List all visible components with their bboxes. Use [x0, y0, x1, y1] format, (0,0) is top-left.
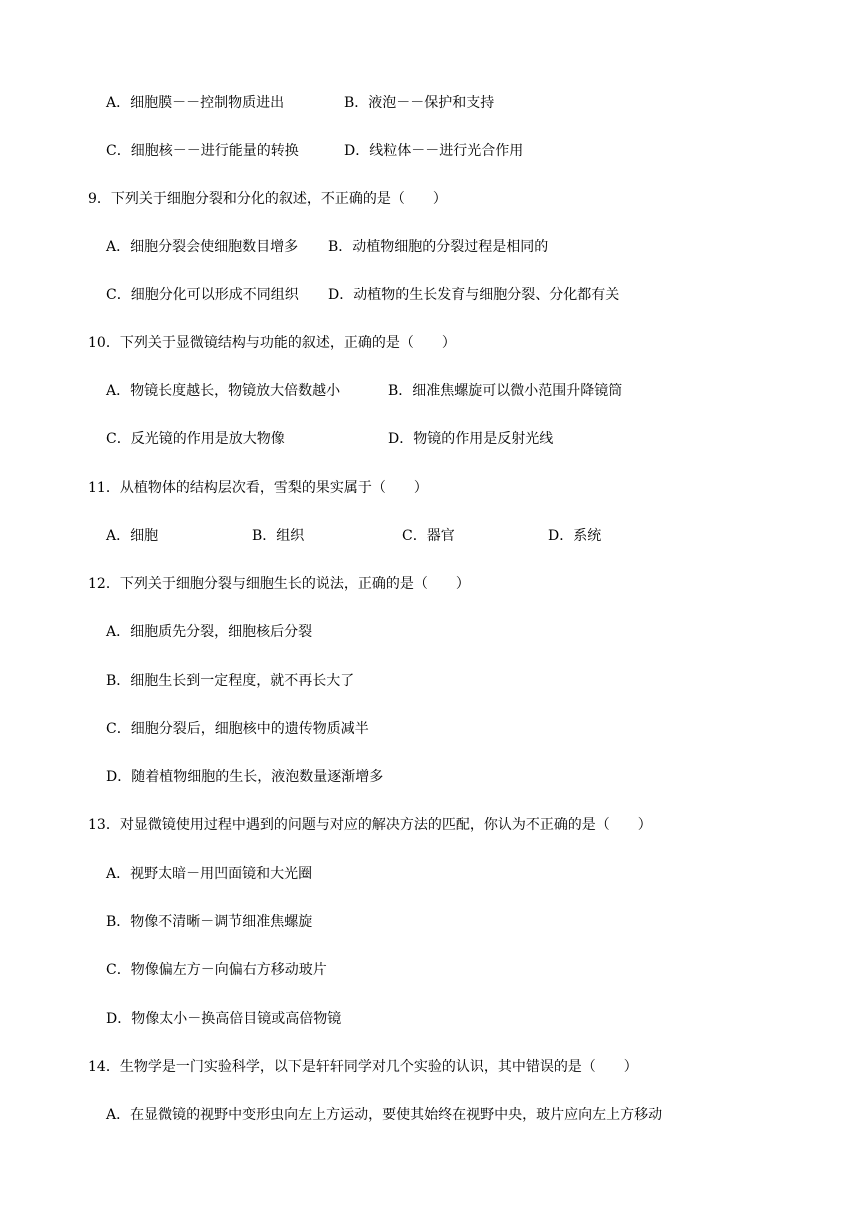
question-10: 10．下列关于显微镜结构与功能的叙述，正确的是（ ）: [88, 335, 456, 351]
option-d: D．系统: [548, 528, 602, 544]
option-d: D．线粒体－－进行光合作用: [344, 143, 524, 159]
option-a: A．在显微镜的视野中变形虫向左上方运动，要使其始终在视野中央，玻片应向左上方移动: [106, 1107, 663, 1123]
option-a: A．细胞质先分裂，细胞核后分裂: [106, 624, 313, 640]
option-c: C．反光镜的作用是放大物像: [106, 431, 285, 447]
option-c: C．细胞分裂后，细胞核中的遗传物质减半: [106, 721, 369, 737]
option-b: B．动植物细胞的分裂过程是相同的: [328, 239, 549, 255]
question-9: 9．下列关于细胞分裂和分化的叙述，不正确的是（ ）: [88, 191, 447, 207]
option-a: A．细胞膜－－控制物质进出: [106, 95, 285, 111]
option-a: A．细胞分裂会使细胞数目增多: [106, 239, 299, 255]
option-a: A．细胞: [106, 528, 159, 544]
option-d: D．随着植物细胞的生长，液泡数量逐渐增多: [106, 769, 384, 785]
question-12: 12．下列关于细胞分裂与细胞生长的说法，正确的是（ ）: [88, 576, 470, 592]
option-b: B．液泡－－保护和支持: [344, 95, 495, 111]
option-c: C．细胞分化可以形成不同组织: [106, 287, 299, 303]
question-11: 11．从植物体的结构层次看，雪梨的果实属于（ ）: [88, 480, 428, 496]
option-b: B．物像不清晰－调节细准焦螺旋: [106, 914, 313, 930]
option-c: C．器官: [402, 528, 455, 544]
question-14: 14．生物学是一门实验科学，以下是轩轩同学对几个实验的认识，其中错误的是（ ）: [88, 1059, 638, 1075]
option-b: B．细胞生长到一定程度，就不再长大了: [106, 673, 355, 689]
option-d: D．物镜的作用是反射光线: [388, 431, 554, 447]
question-13: 13．对显微镜使用过程中遇到的问题与对应的解决方法的匹配，你认为不正确的是（ ）: [88, 817, 652, 833]
option-d: D．动植物的生长发育与细胞分裂、分化都有关: [328, 287, 620, 303]
option-a: A．物镜长度越长，物镜放大倍数越小: [106, 383, 341, 399]
option-d: D．物像太小－换高倍目镜或高倍物镜: [106, 1011, 342, 1027]
option-c: C．细胞核－－进行能量的转换: [106, 143, 299, 159]
option-b: B．细准焦螺旋可以微小范围升降镜筒: [388, 383, 623, 399]
option-c: C．物像偏左方－向偏右方移动玻片: [106, 962, 327, 978]
option-b: B．组织: [252, 528, 305, 544]
option-a: A．视野太暗－用凹面镜和大光圈: [106, 866, 313, 882]
